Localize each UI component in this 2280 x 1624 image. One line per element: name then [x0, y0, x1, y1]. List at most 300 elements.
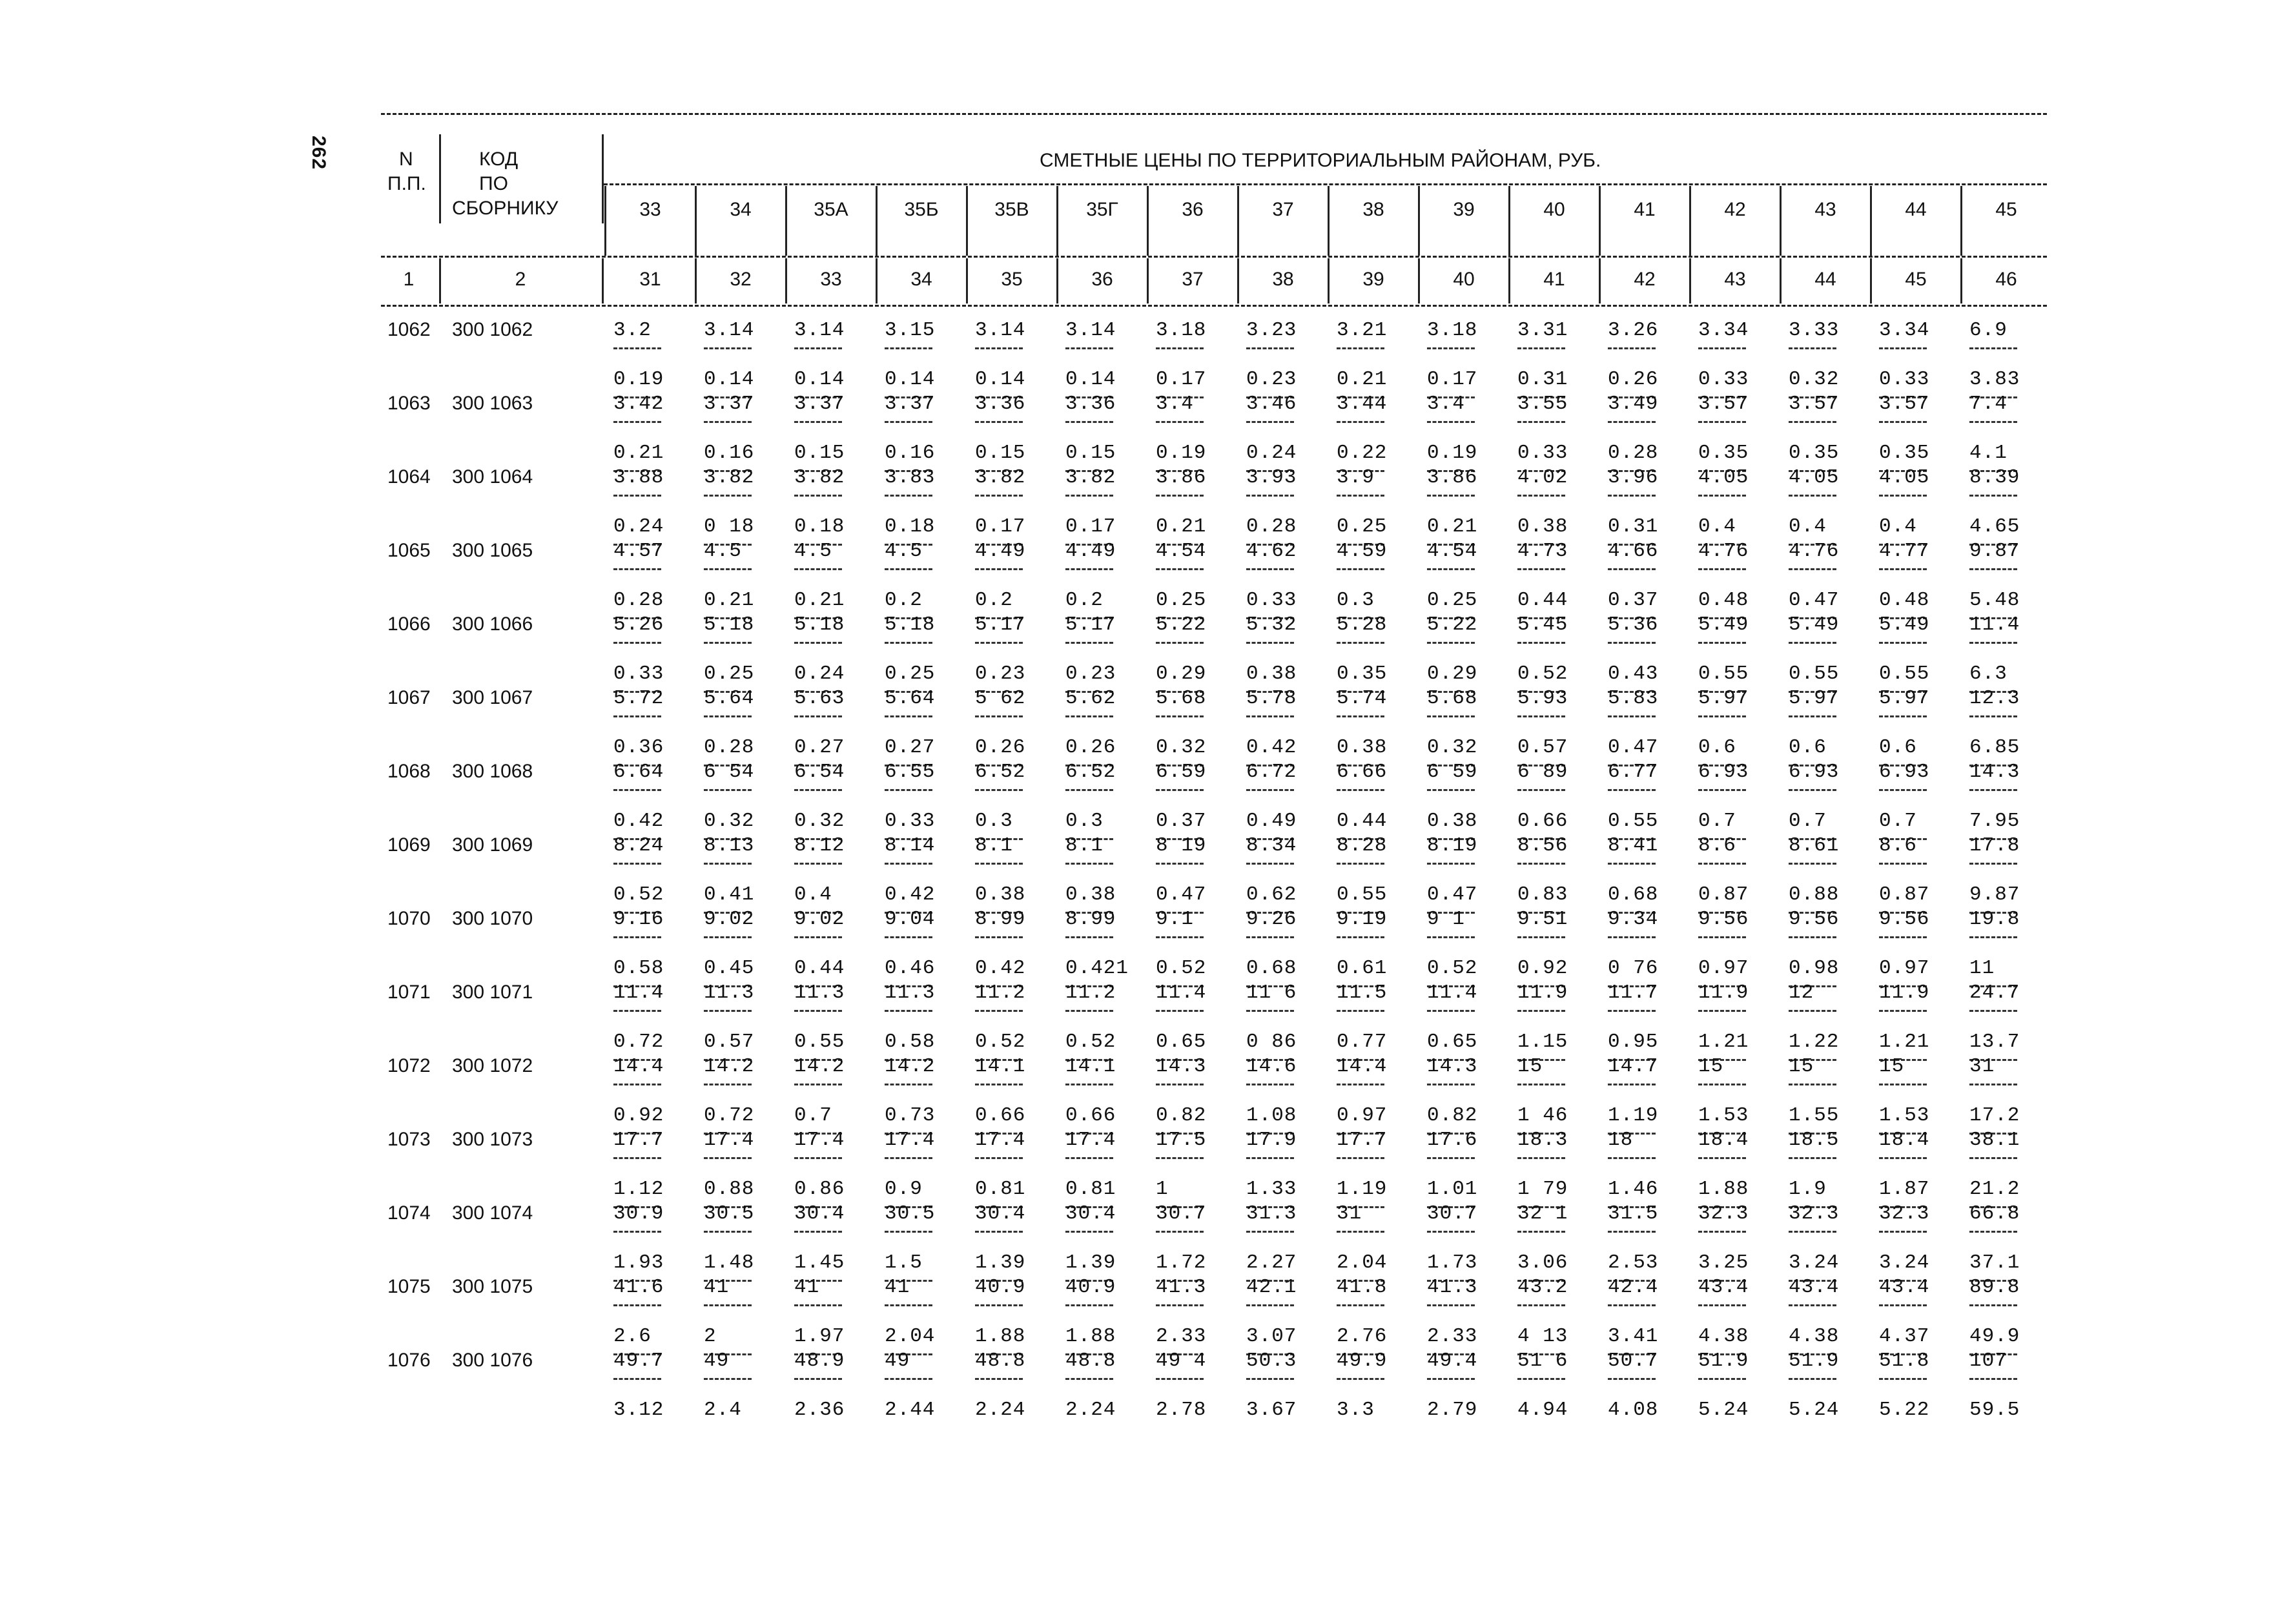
- price-cell: 0.66: [1517, 810, 1568, 832]
- price-cell: 66.8: [1969, 1202, 2020, 1225]
- row-code: 300 1069: [452, 834, 533, 856]
- fraction-bar: [1517, 495, 1565, 497]
- column-number-divider: [1508, 258, 1510, 303]
- price-cell: 3.25: [1698, 1251, 1749, 1274]
- fraction-bar: [975, 863, 1023, 865]
- price-cell: 3.36: [975, 393, 1026, 415]
- column-number-divider: [695, 258, 697, 303]
- price-cell: 0.81: [975, 1178, 1026, 1200]
- fraction-bar: [975, 495, 1023, 497]
- price-cell: 5.64: [885, 687, 936, 710]
- row-number: 1067: [387, 687, 431, 708]
- price-cell: 4.08: [1608, 1399, 1659, 1421]
- price-cell: 9.02: [704, 908, 755, 930]
- price-cell: 14.3: [1427, 1055, 1478, 1078]
- fraction-bar: [1608, 1084, 1656, 1085]
- price-cell: 11.9: [1879, 982, 1930, 1004]
- fraction-bar: [1789, 1084, 1836, 1085]
- fraction-bar: [1156, 789, 1204, 791]
- price-cell: 3.2: [613, 319, 652, 342]
- fraction-bar: [613, 568, 661, 570]
- price-cell: 49.7: [613, 1350, 664, 1372]
- price-cell: 1.53: [1879, 1104, 1930, 1127]
- price-cell: 0.17: [1427, 368, 1478, 391]
- fraction-bar: [885, 347, 932, 349]
- price-cell: 6.54: [794, 761, 845, 783]
- row-code: 300 1068: [452, 761, 533, 782]
- fraction-bar: [794, 347, 842, 349]
- price-cell: 5.97: [1789, 687, 1840, 710]
- price-cell: 6.52: [1065, 761, 1116, 783]
- price-cell: 42.4: [1608, 1276, 1659, 1299]
- price-cell: 3.67: [1246, 1399, 1297, 1421]
- price-cell: 0.35: [1698, 442, 1749, 464]
- fraction-bar: [1427, 642, 1475, 644]
- price-cell: 3.83: [1969, 368, 2020, 391]
- price-cell: 3.88: [613, 466, 664, 489]
- fraction-bar: [1156, 936, 1204, 938]
- fraction-bar: [1698, 863, 1746, 865]
- price-cell: 4.94: [1517, 1399, 1568, 1421]
- price-cell: 8.6: [1698, 834, 1736, 857]
- price-cell: 0.28: [1246, 515, 1297, 538]
- price-cell: 4.76: [1789, 540, 1840, 562]
- price-cell: 5.18: [885, 613, 936, 636]
- price-cell: 9.87: [1969, 540, 2020, 562]
- fraction-bar: [1246, 568, 1294, 570]
- price-cell: 3.86: [1427, 466, 1478, 489]
- price-cell: 5.49: [1789, 613, 1840, 636]
- price-cell: 0.77: [1337, 1031, 1388, 1053]
- fraction-bar: [1517, 347, 1565, 349]
- fraction-bar: [885, 1010, 932, 1012]
- price-cell: 3.4: [1156, 393, 1194, 415]
- fraction-bar: [975, 715, 1023, 717]
- price-cell: 17.4: [794, 1129, 845, 1151]
- price-cell: 0.4: [1879, 515, 1917, 538]
- row-number: 1065: [387, 540, 431, 561]
- fraction-bar: [1969, 1231, 2017, 1233]
- fraction-bar: [794, 1010, 842, 1012]
- row-number: 1070: [387, 908, 431, 929]
- column-number-divider: [439, 258, 441, 303]
- price-cell: 5.22: [1427, 613, 1478, 636]
- price-cell: 6.64: [613, 761, 664, 783]
- price-cell: 17.2: [1969, 1104, 2020, 1127]
- fraction-bar: [885, 789, 932, 791]
- price-cell: 5.24: [1789, 1399, 1840, 1421]
- fraction-bar: [1065, 863, 1113, 865]
- price-cell: 9.02: [794, 908, 845, 930]
- price-cell: 0.3: [1337, 589, 1375, 612]
- price-cell: 3.07: [1246, 1325, 1297, 1348]
- price-cell: 107: [1969, 1350, 2008, 1372]
- price-cell: 9.16: [613, 908, 664, 930]
- fraction-bar: [1337, 863, 1384, 865]
- fraction-bar: [1969, 789, 2017, 791]
- price-cell: 0.42: [613, 810, 664, 832]
- fraction-bar: [1337, 715, 1384, 717]
- row-number: 1063: [387, 393, 431, 414]
- price-cell: 0.2: [885, 589, 923, 612]
- price-cell: 6.93: [1879, 761, 1930, 783]
- region-divider: [876, 186, 878, 256]
- row-number: 1069: [387, 834, 431, 856]
- price-cell: 0.41: [704, 883, 755, 906]
- fraction-bar: [794, 863, 842, 865]
- fraction-bar: [1065, 1157, 1113, 1159]
- price-cell: 3.31: [1517, 319, 1568, 342]
- fraction-bar: [1427, 789, 1475, 791]
- region-header: 34: [730, 199, 752, 220]
- price-cell: 0.44: [794, 957, 845, 980]
- row-code: 300 1067: [452, 687, 533, 708]
- price-cell: 4.37: [1879, 1325, 1930, 1348]
- fraction-bar: [1879, 1378, 1927, 1380]
- fraction-bar: [704, 1304, 752, 1306]
- price-cell: 8.13: [704, 834, 755, 857]
- fraction-bar: [1969, 421, 2017, 423]
- price-cell: 0.29: [1156, 663, 1207, 685]
- fraction-bar: [1608, 642, 1656, 644]
- fraction-bar: [885, 1304, 932, 1306]
- price-cell: 0.88: [1789, 883, 1840, 906]
- price-cell: 3.15: [885, 319, 936, 342]
- price-cell: 0.7: [1698, 810, 1736, 832]
- price-cell: 0.52: [1427, 957, 1478, 980]
- fraction-bar: [1246, 1157, 1294, 1159]
- price-cell: 5.32: [1246, 613, 1297, 636]
- region-header: 35А: [814, 199, 848, 220]
- price-cell: 5.83: [1608, 687, 1659, 710]
- price-cell: 0.72: [613, 1031, 664, 1053]
- fraction-bar: [704, 1231, 752, 1233]
- fraction-bar: [1789, 642, 1836, 644]
- price-cell: 5 62: [975, 687, 1026, 710]
- price-cell: 11.3: [885, 982, 936, 1004]
- price-cell: 0.97: [1879, 957, 1930, 980]
- price-cell: 3.3: [1337, 1399, 1375, 1421]
- price-cell: 3.82: [794, 466, 845, 489]
- price-cell: 8.39: [1969, 466, 2020, 489]
- price-cell: 5.64: [704, 687, 755, 710]
- price-cell: 32 1: [1517, 1202, 1568, 1225]
- price-cell: 0.23: [1065, 663, 1116, 685]
- price-cell: 1 79: [1517, 1178, 1568, 1200]
- fraction-bar: [1517, 642, 1565, 644]
- price-cell: 17.4: [704, 1129, 755, 1151]
- price-cell: 8.6: [1879, 834, 1917, 857]
- price-cell: 0.21: [1427, 515, 1478, 538]
- price-cell: 6 59: [1427, 761, 1478, 783]
- price-cell: 3.57: [1879, 393, 1930, 415]
- price-cell: 11.7: [1608, 982, 1659, 1004]
- price-cell: 1.88: [1065, 1325, 1116, 1348]
- price-cell: 3.93: [1246, 466, 1297, 489]
- price-cell: 0.29: [1427, 663, 1478, 685]
- group-title: СМЕТНЫЕ ЦЕНЫ ПО ТЕРРИТОРИАЛЬНЫМ РАЙОНАМ, РУБ.: [1040, 150, 1601, 171]
- price-cell: 5.49: [1879, 613, 1930, 636]
- price-cell: 0.48: [1879, 589, 1930, 612]
- fraction-bar: [1879, 1157, 1927, 1159]
- column-number-divider: [1328, 258, 1330, 303]
- price-cell: 3.34: [1879, 319, 1930, 342]
- fraction-bar: [1065, 568, 1113, 570]
- price-cell: 49.4: [1427, 1350, 1478, 1372]
- fraction-bar: [794, 568, 842, 570]
- price-cell: 5.28: [1337, 613, 1388, 636]
- region-divider: [1418, 186, 1420, 256]
- price-cell: 11.9: [1698, 982, 1749, 1004]
- fraction-bar: [1156, 1378, 1204, 1380]
- fraction-bar: [794, 642, 842, 644]
- price-cell: 0.25: [1156, 589, 1207, 612]
- price-cell: 18.5: [1789, 1129, 1840, 1151]
- price-cell: 6 54: [704, 761, 755, 783]
- price-cell: 14.6: [1246, 1055, 1297, 1078]
- price-cell: 5.72: [613, 687, 664, 710]
- fraction-bar: [1246, 863, 1294, 865]
- price-cell: 18.3: [1517, 1129, 1568, 1151]
- price-cell: 2.33: [1427, 1325, 1478, 1348]
- fraction-bar: [794, 1304, 842, 1306]
- fraction-bar: [1427, 495, 1475, 497]
- fraction-bar: [613, 1304, 661, 1306]
- column-number: 43: [1724, 269, 1746, 290]
- price-cell: 31: [1337, 1202, 1362, 1225]
- fraction-bar: [1969, 1157, 2017, 1159]
- price-cell: 0.35: [1879, 442, 1930, 464]
- price-cell: 12.3: [1969, 687, 2020, 710]
- price-cell: 0.14: [1065, 368, 1116, 391]
- price-cell: 0.33: [1246, 589, 1297, 612]
- price-cell: 0.55: [1337, 883, 1388, 906]
- header-divider-code: [602, 134, 604, 223]
- fraction-bar: [1246, 1084, 1294, 1085]
- price-cell: 32.3: [1879, 1202, 1930, 1225]
- price-cell: 0.23: [975, 663, 1026, 685]
- fraction-bar: [1879, 1010, 1927, 1012]
- fraction-bar: [1969, 1378, 2017, 1380]
- fraction-bar: [1879, 863, 1927, 865]
- price-cell: 0.97: [1698, 957, 1749, 980]
- price-cell: 17.4: [885, 1129, 936, 1151]
- fraction-bar: [1337, 1378, 1384, 1380]
- region-divider: [1237, 186, 1239, 256]
- column-number: 2: [515, 269, 526, 290]
- price-cell: 5.93: [1517, 687, 1568, 710]
- fraction-bar: [1789, 1010, 1836, 1012]
- price-cell: 0.21: [613, 442, 664, 464]
- fraction-bar: [1517, 936, 1565, 938]
- price-cell: 1.19: [1608, 1104, 1659, 1127]
- price-cell: 2.36: [794, 1399, 845, 1421]
- price-cell: 0.25: [1427, 589, 1478, 612]
- column-number-divider: [966, 258, 968, 303]
- price-cell: 48.9: [794, 1350, 845, 1372]
- price-cell: 0.21: [1337, 368, 1388, 391]
- price-cell: 0.28: [704, 736, 755, 759]
- price-cell: 0.66: [975, 1104, 1026, 1127]
- price-cell: 0.33: [1879, 368, 1930, 391]
- price-cell: 0.43: [1608, 663, 1659, 685]
- price-cell: 8.19: [1427, 834, 1478, 857]
- price-cell: 5.63: [794, 687, 845, 710]
- column-number: 35: [1001, 269, 1023, 290]
- price-cell: 14.4: [613, 1055, 664, 1078]
- fraction-bar: [975, 789, 1023, 791]
- fraction-bar: [885, 863, 932, 865]
- fraction-bar: [1065, 642, 1113, 644]
- fraction-bar: [1608, 568, 1656, 570]
- fraction-bar: [975, 1378, 1023, 1380]
- price-cell: 0.26: [975, 736, 1026, 759]
- region-header: 44: [1905, 199, 1927, 220]
- fraction-bar: [1427, 1231, 1475, 1233]
- price-cell: 4.65: [1969, 515, 2020, 538]
- fraction-bar: [1789, 936, 1836, 938]
- fraction-bar: [704, 789, 752, 791]
- price-cell: 49: [885, 1350, 910, 1372]
- price-cell: 1.9: [1789, 1178, 1827, 1200]
- fraction-bar: [1427, 1157, 1475, 1159]
- price-cell: 15: [1517, 1055, 1543, 1078]
- price-cell: 0.55: [1789, 663, 1840, 685]
- row-number: 1064: [387, 466, 431, 488]
- price-cell: 0.58: [613, 957, 664, 980]
- price-cell: 0.65: [1427, 1031, 1478, 1053]
- price-cell: 2.24: [1065, 1399, 1116, 1421]
- price-cell: 14.2: [704, 1055, 755, 1078]
- fraction-bar: [975, 1304, 1023, 1306]
- price-cell: 0.3: [975, 810, 1013, 832]
- price-cell: 0.62: [1246, 883, 1297, 906]
- price-cell: 32.3: [1789, 1202, 1840, 1225]
- price-cell: 0.61: [1337, 957, 1388, 980]
- price-cell: 19.8: [1969, 908, 2020, 930]
- column-number: 41: [1543, 269, 1565, 290]
- price-cell: 0.35: [1337, 663, 1388, 685]
- fraction-bar: [1969, 863, 2017, 865]
- price-cell: 5.48: [1969, 589, 2020, 612]
- row-number: 1071: [387, 982, 431, 1003]
- price-cell: 1.5: [885, 1251, 923, 1274]
- column-number: 37: [1182, 269, 1204, 290]
- column-number-divider: [1418, 258, 1420, 303]
- price-cell: 8.1: [1065, 834, 1104, 857]
- fraction-bar: [975, 568, 1023, 570]
- column-number: 40: [1453, 269, 1475, 290]
- column-number-divider: [1147, 258, 1149, 303]
- price-cell: 12: [1789, 982, 1814, 1004]
- fraction-bar: [1337, 568, 1384, 570]
- price-cell: 4.1: [1969, 442, 2008, 464]
- fraction-bar: [1517, 1010, 1565, 1012]
- fraction-bar: [613, 1010, 661, 1012]
- fraction-bar: [1427, 1084, 1475, 1085]
- region-divider: [1056, 186, 1058, 256]
- price-cell: 0.14: [885, 368, 936, 391]
- code-header-line3: СБОРНИКУ: [452, 198, 559, 219]
- price-cell: 1.21: [1879, 1031, 1930, 1053]
- fraction-bar: [1517, 1304, 1565, 1306]
- fraction-bar: [1337, 789, 1384, 791]
- fraction-bar: [975, 1157, 1023, 1159]
- fraction-bar: [1879, 936, 1927, 938]
- fraction-bar: [1789, 495, 1836, 497]
- price-cell: 8.61: [1789, 834, 1840, 857]
- fraction-bar: [1608, 715, 1656, 717]
- price-cell: 0.14: [704, 368, 755, 391]
- fraction-bar: [1698, 1378, 1746, 1380]
- price-cell: 14.2: [794, 1055, 845, 1078]
- region-header: 35Г: [1086, 199, 1118, 220]
- price-cell: 5.49: [1698, 613, 1749, 636]
- fraction-bar: [885, 1084, 932, 1085]
- fraction-bar: [1608, 495, 1656, 497]
- price-cell: 5.26: [613, 613, 664, 636]
- fraction-bar: [1065, 1010, 1113, 1012]
- price-cell: 14.3: [1969, 761, 2020, 783]
- fraction-bar: [1698, 789, 1746, 791]
- price-cell: 9.56: [1789, 908, 1840, 930]
- price-cell: 8.28: [1337, 834, 1388, 857]
- price-cell: 1.19: [1337, 1178, 1388, 1200]
- fraction-bar: [1789, 1231, 1836, 1233]
- region-divider: [1328, 186, 1330, 256]
- fraction-bar: [613, 347, 661, 349]
- fraction-bar: [1517, 568, 1565, 570]
- fraction-bar: [1337, 347, 1384, 349]
- price-cell: 0.15: [794, 442, 845, 464]
- fraction-bar: [1698, 1304, 1746, 1306]
- fraction-bar: [1879, 495, 1927, 497]
- price-cell: 31.5: [1608, 1202, 1659, 1225]
- fraction-bar: [1789, 1304, 1836, 1306]
- page-number: 262: [308, 136, 329, 170]
- price-cell: 3.14: [1065, 319, 1116, 342]
- fraction-bar: [1065, 495, 1113, 497]
- price-cell: 5.68: [1156, 687, 1207, 710]
- price-cell: 49: [704, 1350, 730, 1372]
- price-cell: 1.87: [1879, 1178, 1930, 1200]
- fraction-bar: [613, 421, 661, 423]
- column-number: 45: [1905, 269, 1927, 290]
- price-cell: 17.4: [975, 1129, 1026, 1151]
- region-header: 37: [1272, 199, 1294, 220]
- fraction-bar: [1246, 1231, 1294, 1233]
- price-cell: 0.26: [1608, 368, 1659, 391]
- price-cell: 8.34: [1246, 834, 1297, 857]
- price-cell: 0.18: [794, 515, 845, 538]
- fraction-bar: [1608, 1231, 1656, 1233]
- price-cell: 43.4: [1879, 1276, 1930, 1299]
- price-cell: 6.3: [1969, 663, 2008, 685]
- price-cell: 0.57: [704, 1031, 755, 1053]
- fraction-bar: [1608, 347, 1656, 349]
- price-cell: 4 13: [1517, 1325, 1568, 1348]
- price-cell: 5.18: [794, 613, 845, 636]
- price-cell: 11.2: [1065, 982, 1116, 1004]
- fraction-bar: [1156, 863, 1204, 865]
- price-cell: 0.4: [794, 883, 832, 906]
- price-cell: 41.3: [1156, 1276, 1207, 1299]
- fraction-bar: [1156, 347, 1204, 349]
- price-cell: 4.57: [613, 540, 664, 562]
- fraction-bar: [1427, 715, 1475, 717]
- price-cell: 0.14: [975, 368, 1026, 391]
- price-cell: 30.4: [794, 1202, 845, 1225]
